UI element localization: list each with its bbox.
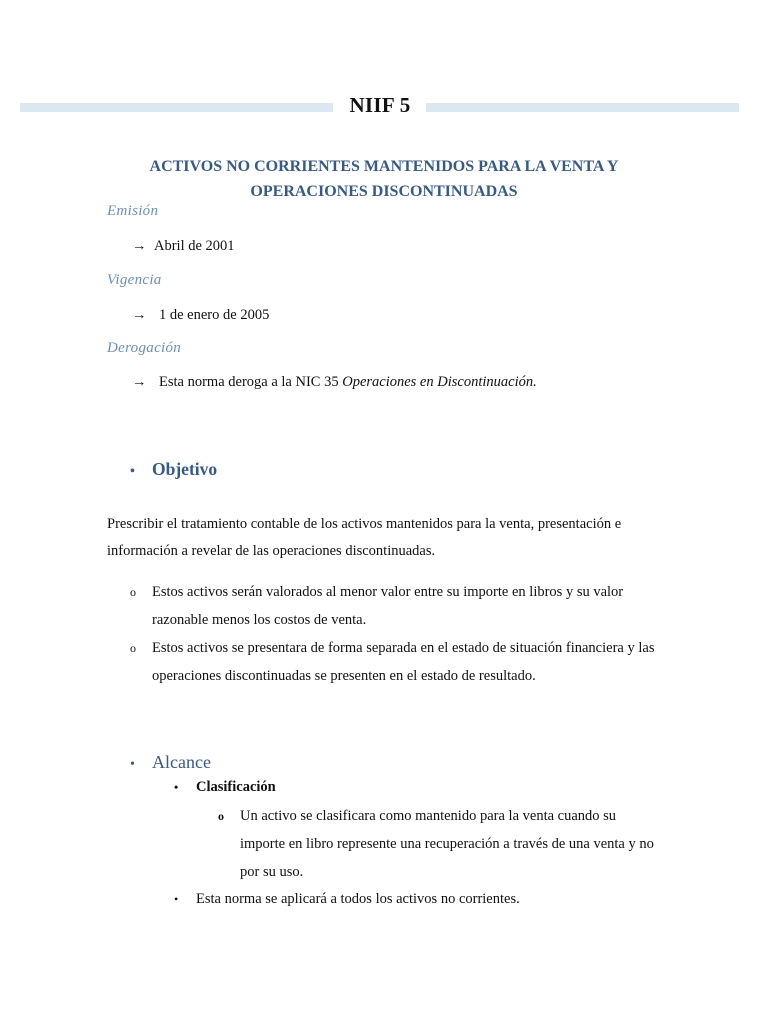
objetivo-heading-text: Objetivo xyxy=(152,459,218,479)
vigencia-item xyxy=(132,307,269,324)
bullet-icon: • xyxy=(174,780,179,794)
alcance-bullet xyxy=(174,891,520,908)
emision-item xyxy=(132,238,235,255)
circle-bullet-icon: o xyxy=(130,641,136,655)
vigencia-label: Vigencia xyxy=(107,272,162,288)
arrow-icon: → xyxy=(132,238,147,254)
objetivo-item-2-text: Estos activos se presentara de forma separada en el estado de situación financiera y las operaciones discontinuadas se presenten en el estado de resultado. xyxy=(152,640,655,684)
title-rule-left xyxy=(20,103,333,112)
derogacion-item xyxy=(132,374,537,391)
clasificacion-subitem xyxy=(218,802,658,886)
objetivo-heading xyxy=(130,459,217,480)
derogacion-value-italic: Operaciones en Discontinuación. xyxy=(342,374,537,390)
circle-bullet-icon: o xyxy=(130,585,136,599)
document-title: NIIF 5 xyxy=(349,93,411,117)
emision-value: Abril de 2001 xyxy=(154,238,235,254)
objetivo-item-1-text: Estos activos serán valorados al menor valor entre su importe en libros y su valor razonable menos los costos de venta. xyxy=(152,584,624,628)
clasificacion-subitem-text: Un activo se clasificara como mantenido para la venta cuando su importe en libro represente una recuperación a través de una venta y no por su uso. xyxy=(240,808,654,880)
document-subtitle: ACTIVOS NO CORRIENTES MANTENIDOS PARA LA VENTA Y OPERACIONES DISCONTINUADAS xyxy=(149,158,619,200)
arrow-icon: → xyxy=(132,307,147,323)
circle-bullet-icon: o xyxy=(218,809,224,823)
clasificacion-item xyxy=(174,779,276,796)
alcance-heading xyxy=(130,752,211,773)
derogacion-value: Esta norma deroga a la NIC 35 xyxy=(159,374,339,390)
alcance-bullet-text: Esta norma se aplicará a todos los activos no corrientes. xyxy=(196,891,520,907)
arrow-icon: → xyxy=(132,374,147,390)
bullet-icon: • xyxy=(174,892,179,906)
vigencia-value: 1 de enero de 2005 xyxy=(159,307,270,323)
objetivo-item-1 xyxy=(130,578,660,634)
derogacion-label: Derogación xyxy=(107,340,182,356)
emision-label: Emisión xyxy=(107,203,159,219)
clasificacion-text: Clasificación xyxy=(196,779,276,795)
title-rule-right xyxy=(426,103,739,112)
objetivo-item-2 xyxy=(130,634,660,690)
bullet-icon: • xyxy=(130,464,135,479)
objetivo-paragraph: Prescribir el tratamiento contable de los activos mantenidos para la venta, presentación e información a revelar de las operaciones discontinuadas. xyxy=(107,516,622,559)
bullet-icon: • xyxy=(130,757,135,772)
alcance-heading-text: Alcance xyxy=(152,752,211,772)
